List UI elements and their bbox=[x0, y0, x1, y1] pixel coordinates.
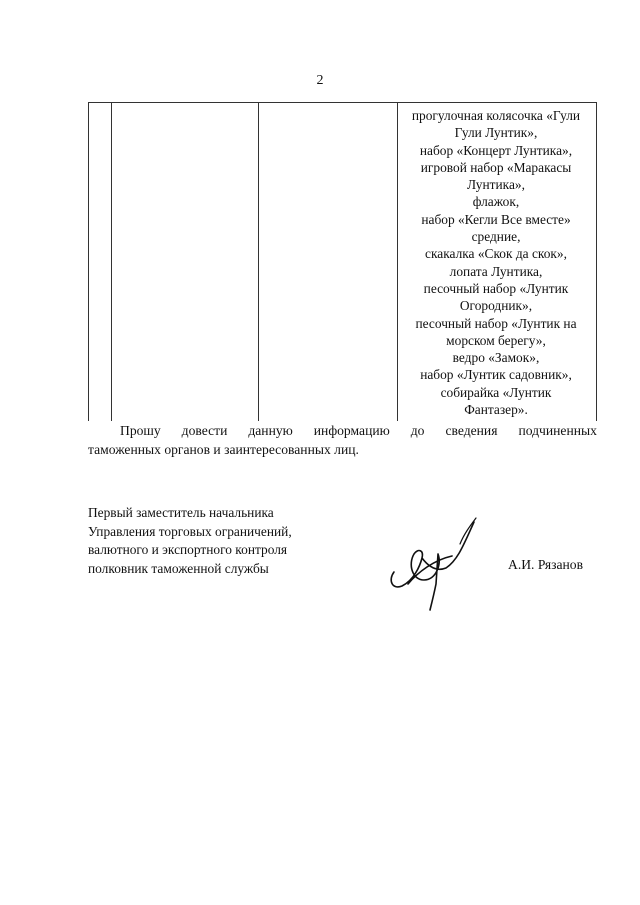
goods-line: собирайка «Лунтик bbox=[440, 384, 552, 400]
goods-line: Огородник», bbox=[459, 298, 533, 314]
handwritten-signature bbox=[378, 514, 488, 614]
goods-line: песочный набор «Лунтик bbox=[423, 280, 569, 296]
goods-line: средние, bbox=[471, 229, 521, 245]
goods-line: прогулочная колясочка «Гули bbox=[411, 108, 581, 123]
goods-line: Гули Лунтик», bbox=[454, 125, 538, 141]
table-column-divider bbox=[111, 103, 112, 421]
signatory-line: валютного и экспортного контроля bbox=[88, 542, 288, 557]
request-word: Прошу bbox=[120, 423, 161, 438]
signer-name: А.И. Рязанов bbox=[508, 557, 584, 572]
goods-line: игровой набор «Маракасы bbox=[420, 159, 572, 175]
request-word: данную bbox=[248, 423, 293, 438]
signatory-line: Первый заместитель начальника bbox=[88, 505, 274, 520]
table-border-left bbox=[88, 103, 89, 421]
goods-table bbox=[88, 102, 597, 421]
table-border-right bbox=[596, 103, 597, 421]
goods-list-cell bbox=[397, 107, 595, 418]
goods-line: Фантазер». bbox=[464, 402, 528, 418]
goods-line: ведро «Замок», bbox=[452, 350, 540, 366]
request-line: таможенных органов и заинтересованных лиц. bbox=[88, 442, 359, 457]
goods-line: лопата Лунтика, bbox=[449, 263, 543, 279]
goods-line: песочный набор «Лунтик на bbox=[415, 315, 577, 331]
goods-line: набор «Лунтик садовник», bbox=[420, 367, 572, 383]
page-number: 2 bbox=[316, 73, 324, 88]
request-word: подчиненных bbox=[518, 423, 597, 438]
signatory-block bbox=[88, 504, 292, 578]
request-word: информацию bbox=[313, 423, 390, 438]
request-line bbox=[88, 421, 597, 440]
goods-line: флажок, bbox=[472, 194, 520, 210]
goods-line: морском берегу», bbox=[446, 332, 546, 348]
request-paragraph bbox=[88, 421, 597, 459]
table-column-divider bbox=[258, 103, 259, 421]
goods-line: скакалка «Скок да скок», bbox=[425, 246, 567, 262]
goods-line: Лунтика», bbox=[467, 177, 525, 193]
goods-line: набор «Концерт Лунтика», bbox=[419, 142, 573, 158]
request-word: довести bbox=[181, 423, 228, 438]
signatory-line: Управления торговых ограничений, bbox=[88, 523, 292, 539]
request-word: до bbox=[410, 423, 425, 438]
goods-line: набор «Кегли Все вместе» bbox=[421, 211, 571, 227]
request-word: сведения bbox=[445, 423, 498, 438]
signatory-line: полковник таможенной службы bbox=[88, 560, 269, 576]
